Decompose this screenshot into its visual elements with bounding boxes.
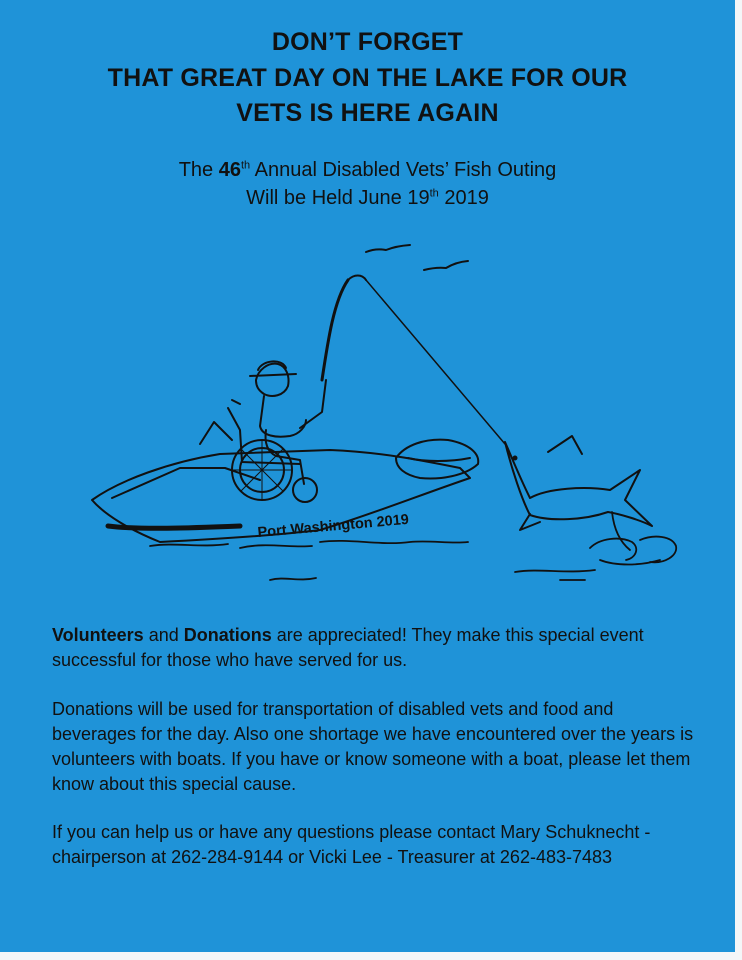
- headline-line-1: DON’T FORGET: [271, 28, 464, 56]
- fish-icon: [505, 436, 652, 530]
- event-line-1-pre: The: [178, 159, 219, 181]
- fishing-illustration: [0, 230, 735, 610]
- headline-line-3: VETS IS HERE AGAIN: [236, 99, 499, 127]
- boat-label: Port Washington 2019: [256, 511, 410, 541]
- volunteers-keyword: Volunteers: [52, 625, 144, 645]
- event-edition-number: 46: [218, 159, 241, 181]
- paragraph-1-connector: and: [143, 625, 184, 645]
- fisherman-in-wheelchair-icon: [228, 361, 326, 502]
- headline-line-2: THAT GREAT DAY ON THE LAKE FOR OUR: [107, 64, 628, 92]
- seagull-icon: [366, 245, 410, 252]
- paragraph-contact: If you can help us or have any questions please contact Mary Schuknecht - chairperson at 262-284-9144 or Vicki Lee - Treasurer at 262-483-7483: [52, 822, 651, 867]
- event-line-1: [0, 159, 735, 182]
- ordinal-suffix: th: [240, 159, 251, 172]
- paragraph-volunteers: [52, 623, 702, 673]
- seagull-icon: [424, 261, 468, 270]
- paragraph-1-body: are appreciated! They make this special event successful for those who have served for us.: [52, 625, 644, 670]
- fishing-rod-icon: [322, 276, 505, 445]
- water-wave-icon: [150, 512, 676, 580]
- paragraph-donations: Donations will be used for transportation of disabled vets and food and beverages for the day. Also one shortage we have encountered over the years is volunteers with boats. If you have or know someone with a boat, please let them know about this special cause.: [52, 699, 694, 794]
- event-date-pre: Will be Held June 19: [246, 187, 430, 209]
- event-date-line: [0, 187, 735, 210]
- ordinal-suffix: th: [429, 187, 439, 200]
- event-line-1-post: Annual Disabled Vets’ Fish Outing: [250, 159, 557, 181]
- donations-keyword: Donations: [183, 625, 272, 645]
- event-date-post: 2019: [438, 187, 489, 209]
